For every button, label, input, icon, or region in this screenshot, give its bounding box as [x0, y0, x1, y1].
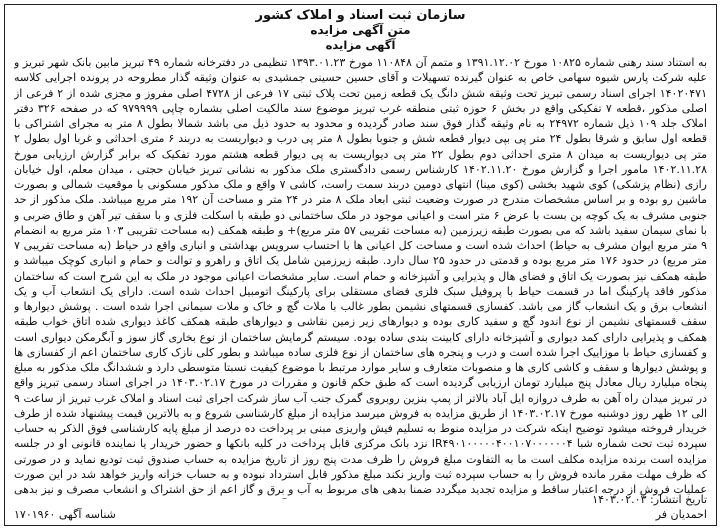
- notice-body: به استناد سند رهنی شماره ۱۰۸۲۵ مورخ ۱۳۹۱.۱۲.۰۲ و متمم آن ۱۱۰۸۴۸ مورخ ۱۳۹۳.۰۱.۲۳ تنظیمی در دفترخانه شماره ۴۹ تبریز مابین بانک شهر تبریز و علیه شرکت پارس شیوه سهامی خاص به عنوان گیرنده تسهیلات و آقای حسین حسینی جمشیدی به عنوان وثیقه گذار مطروحه در پرونده اجرایی کلاسه ۱۴۰۲۰۴۷۱ اجرای اسناد رسمی تبریز تحت وثیقه شش دانگ یک قطعه زمین تحت پلاک ثبتی ۱۷ فرعی از ۴۷۲۸ اصلی مفروز و مجزی شده از ۲ فرعی از اصلی مذکور ،قطعه ۷ تفکیکی واقع در بخش ۶ حوزه ثبتی منطقه غرب تبریز موضوع سند مالکیت اصلی بشماره چاپی ۹۷۹۹۹۹ که در صفحه ۳۲۶ دفتر املاک جلد ۱۰۹ ذیل شماره ۲۴۹۷۲ به نام وثیقه گذار فوق سند صادر گردیده و محدود به حدود ذیل می باشد شمالا بطول ۸ متر به مجرای اشتراکی با قطعه اول سابق و شرقا بطول ۲۴ متر پی بپی دیوار قطعه شش و جنوبا بطول ۸ متر پی درب و دیواریست به دربند ۶ متری احداثی و غربا اول بطول ۲ متر پی دیواریست به میدان ۸ متری احداثی دوم بطول ۲۲ متر پی دیواریست به پی دیوار قطعه هشتم مورد تفکیک که برابر گزارش ارزیابی مورخ ۱۴۰۲.۱۱.۲۸ مامور اجرا و گزارش مورخ ۱۴۰۲.۱۱.۲۰ کارشناس رسمی دادگستری ملک مذکور به نشانی تبریز خیابان حجتی ، میدان معلم، اول خیابان رازی (نظام پزشکی) کوی شهید بخشی (کوی مینا) انتهای دومین دربند سمت راست، کاشی ۷ واقع و ملک مذکور مسکونی با موقعیت شمالی و بصورت ماشین رو بوده و بر اساس مشخصات مندرج در صورت وضعیت ثبتی ابعاد ملک ۸ متر در ۲۴ متر و مساحت آن ۱۹۲ متر مربع میباشد. ملک مذکور از حد جنوبی مشرف به یک کوچه بن بست با عرض ۶ متر است و اعیانی موجود در ملک ساختمانی دو طبقه با اسکلت فلزی و با سقف تیر آهن و طاق ضربی و با نمای سیمان سفید باشد که می بصورت طبقه زیرزمین (به مساحت تقریبی ۵۷ متر مربع)+ و طبقه همکف (به مساحت تقریبی ۱۰۳ متر مربع به انضمام ۹ متر مربع ایوان مشرف به حیاط) احداث شده است و مساحت کل اعیانی ها با احتساب سرویس بهداشتی و انباری واقع در حیاط (به مساحت تقریبی ۷ متر مربع) در حدود ۱۷۶ متر مربع بوده و قدمتی در حدود ۲۵ سال دارد. طبقه زیرزمین شامل یک اتاق و راهرو و توالت و حمام و انباری کوچک میباشد و طبقه همکف نیز بصورت یک اتاق و فضای هال و پذیرایی و آشپزخانه و حمام است. سایر مشخصات اعیانی موجود در ملک به این شرح است که ساختمان مذکور فاقد پارکینگ اما در قسمت حیاط با پروفیل سبک فلزی فضای مستقلی برای پارکینگ اتومبیل احداث شده است. دارای یک انشعاب آب و یک انشعاب برق و یک انشعاب گاز می باشد. کفسازی قسمتهای نشیمن بطور غالب با ملات گچ و خاک و ملات سیمانی اجرا شده است . پوشش دیوارها و سقف قسمتهای نشیمن از نوع اندود گچ و سفید کاری بوده و دیوارهای زیر زمین نقاشی و دیوارهای طبقه همکف کاغذ دیواری شده اتاق خواب طبقه همکف و پذیرایی دارای کمد دیواری و آشپزخانه دارای کابینت بندی ساده بوده. سیستم گرمایش ساختمان از نوع بخاری گاز سوز و آبگرمکن دیواری است و کفسازی حیاط با موزاییک اجرا شده است و درب و پنجره های ساختمان از نوع فلزی ساده میباشد و بطور کلی نازک کاری ساختمان اعم از کفسازی ها و پوشش دیوارها و سقف و کاشی کاری ها و منصوبات متعارف و سایر موارد مرتبط با موضوع کیفیت نسبتا متوسطی دارد و ششدانگ ملک مذکور به مبلغ پنجاه میلیارد ریال معادل پنج میلیارد تومان ارزیابی گردیده است که طبق حکم قانون و مقررات در مورخ ۱۴۰۳.۰۲.۱۷ در اجرای اسناد رسمی تبریز واقع در تبریز میدان راه آهن به طرف دروازه ایل آباد بالاتر از پمپ بنزین روبروی گمرک جنب آب ساز شرکت اجرای ثبت اسناد و املاک غرب تبریز از ساعت ۹ الی ۱۲ ظهر روز دوشنبه مورخ ۱۴۰۳.۰۲.۱۷ از طریق مزایده به فروش میرسد مزایده از مبلغ کارشناسی شروع و به بالاترین قیمت پیشنهاد شده از طرف خریدار فروخته میشود توضیح اینکه شرکت در مزایده منوط به تسلیم فیش واریزی مبنی بر پرداخت ده درصد از مبلغ پایه کارشناسی فوق الذکر به حساب سپرده ثبت تحت شماره شبا IR۴۹۰۱۰۰۰۰۰۴۰۰۱۰۷۰۰۰۰۰۰۴ نزد بانک مرکزی قابل پرداخت در کلیه بانکها و حضور خریدار یا نماینده قانونی او در جلسه مزایده است برنده مزایده مکلف است ما به التفاوت مبلغ فروش را ظرف مدت پنج روز از تاریخ مزایده به حساب صندوق ثبت تودیع نماید و در صورتی که ظرف مهلت مقرر مانده فروش را به حساب سپرده ثبت واریز نکند مبلغ مذکور قابل استرداد نبوده و به حساب خزانه واریز خواهد شد در این صورت عملیات فروش از درجه اعتبار ساقط و مزایده تجدید میگردد ضمنا بدهی های مربوط به آب و برق و گاز اعم از حق اشتراک و انشعاب مصرف و نیز بدهی: [14, 56, 707, 496]
- footer-row: [14, 507, 707, 522]
- notice-header: [14, 8, 707, 53]
- organization-name: سازمان ثبت اسناد و املاک کشور: [255, 8, 466, 23]
- notice-type: متن آگهی مزایده: [310, 23, 411, 37]
- publication-date: تاریخ انتشار: ۱۴۰۳.۰۲.۰۳: [592, 493, 707, 506]
- notice-title: آگهی مزایده: [325, 38, 396, 52]
- notice-id: شناسه آگهی ۱۷۰۱۹۶۰: [14, 508, 116, 521]
- signature: احمدیان فر: [655, 508, 707, 521]
- notice-footer: [14, 492, 707, 522]
- auction-notice: [4, 4, 717, 526]
